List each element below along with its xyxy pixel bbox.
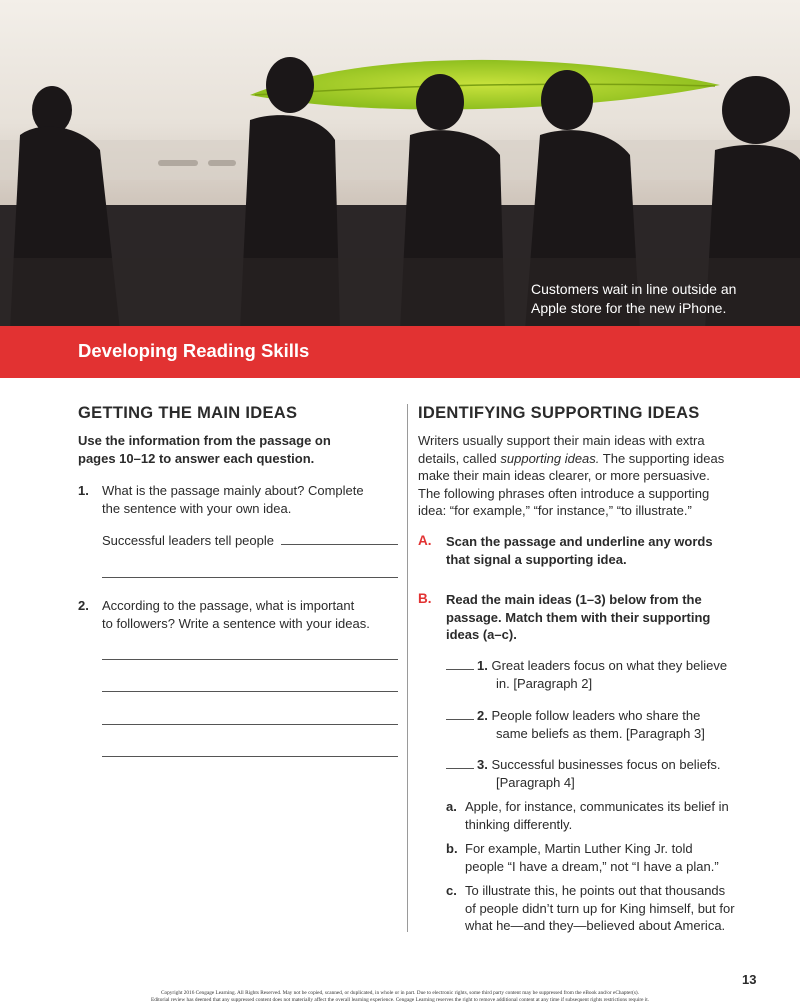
match-blank[interactable] [446,757,474,769]
intro-term: supporting ideas. [500,450,600,466]
answer-line[interactable] [102,691,398,692]
question-line: the sentence with your own idea. [102,500,292,516]
exercise-instructions [446,533,746,568]
match-line [446,756,746,774]
column-divider [407,404,408,932]
main-idea-text: Successful businesses focus on beliefs. [491,757,721,772]
answer-line[interactable] [102,659,398,660]
main-ideas-heading: GETTING THE MAIN IDEAS [78,404,298,422]
main-idea-text: Great leaders focus on what they believe [491,658,728,673]
instruction-line: Scan the passage and underline any words [446,534,713,549]
answer-line[interactable] [102,724,398,725]
supporting-idea-b [446,840,746,876]
prompt-text: Successful leaders tell people [102,533,274,548]
match-line [446,657,746,675]
answer-prompt [102,532,402,550]
match-blank[interactable] [446,708,474,720]
page-number: 13 [742,972,757,987]
question-number: 2. [78,598,89,613]
match-line [446,707,746,725]
intro-line: The following phrases often introduce a supporting [418,485,710,501]
caption-line: Customers wait in line outside an [531,281,737,297]
supporting-ideas-intro [418,432,748,520]
supporting-idea-letter: c. [446,883,457,898]
instruction-line: Read the main ideas (1–3) below from the [446,592,702,607]
intro-line: Writers usually support their main ideas with extra [418,433,705,448]
main-idea-text: in. [Paragraph 2] [496,675,593,691]
supporting-idea-text [465,840,750,875]
caption-line: Apple store for the new iPhone. [531,300,727,316]
intro-text: details, called [418,450,501,466]
answer-line[interactable] [281,544,398,545]
supporting-idea-a [446,798,746,834]
instruction-line: that signal a supporting idea. [446,551,627,567]
main-idea-number: 1. [477,658,488,673]
supporting-line: what he—and they—believed about America. [465,918,726,933]
exercise-letter: A. [418,533,432,548]
supporting-line: For example, Martin Luther King Jr. told [465,841,693,856]
question-1 [78,482,408,522]
supporting-idea-letter: b. [446,841,458,856]
main-idea-text: same beliefs as them. [Paragraph 3] [496,725,705,741]
section-title: Developing Reading Skills [78,340,310,361]
instruction-line: ideas (a–c). [446,627,517,642]
main-idea-3 [446,756,746,791]
exercise-a [418,533,748,573]
exercise-letter: B. [418,591,432,606]
exercise-b [418,591,748,651]
main-idea-number: 2. [477,708,488,723]
supporting-idea-text [465,798,750,833]
instruction-line: passage. Match them with their supporting [446,609,711,625]
copyright-notice [60,990,740,1003]
supporting-line: of people didn’t turn up for King himself, but for [465,900,735,916]
photo-caption [531,280,791,318]
supporting-line: Apple, for instance, communicates its belief in [465,799,729,814]
intro-text: The supporting ideas [599,450,725,466]
answer-line[interactable] [102,577,398,578]
question-2 [78,597,408,637]
main-idea-number: 3. [477,757,488,772]
supporting-idea-letter: a. [446,799,457,814]
supporting-ideas-heading: IDENTIFYING SUPPORTING IDEAS [418,404,700,422]
hero-photo [0,0,800,326]
question-number: 1. [78,483,89,498]
intro-line: idea: “for example,” “for instance,” “to illustrate.” [418,503,692,518]
question-text [102,597,412,632]
supporting-line: people “I have a dream,” not “I have a plan.” [465,858,719,874]
intro-line: make their main ideas clearer, or more persuasive. [418,468,710,483]
copyright-line: Editorial review has deemed that any suppressed content does not materially affect the overall learning experience. Cengage Learning reserves the right to remove additional content at any time if subsequent rights restrictions require it. [150,996,650,1003]
supporting-ideas-column [418,404,738,933]
main-idea-text: People follow leaders who share the [491,708,701,723]
main-idea-text: [Paragraph 4] [496,774,575,790]
main-idea-1 [446,657,746,692]
question-line: to followers? Write a sentence with your ideas. [102,615,370,631]
question-line: According to the passage, what is important [102,598,355,613]
answer-line[interactable] [102,756,398,757]
main-idea-2 [446,707,746,742]
instruction-line: pages 10–12 to answer each question. [78,451,315,466]
instruction-line: Use the information from the passage on [78,433,331,448]
main-ideas-column [78,404,400,631]
supporting-line: thinking differently. [465,816,573,832]
question-text [102,482,364,517]
main-ideas-instructions [78,432,408,468]
intro-line [418,450,748,468]
copyright-line: Copyright 2016 Cengage Learning. All Rights Reserved. May not be copied, scanned, or duplicated, in whole or in part. Due to electronic rights, some third party content may be suppressed from the eBook and/or eChapter(s). [160,990,640,996]
photo-illustration [0,0,800,326]
supporting-idea-text [465,882,760,935]
question-line: What is the passage mainly about? Complete [102,483,364,498]
supporting-line: To illustrate this, he points out that thousands [465,883,726,898]
exercise-instructions [446,591,746,644]
match-blank[interactable] [446,658,474,670]
section-banner [0,326,800,378]
supporting-idea-c [446,882,746,936]
